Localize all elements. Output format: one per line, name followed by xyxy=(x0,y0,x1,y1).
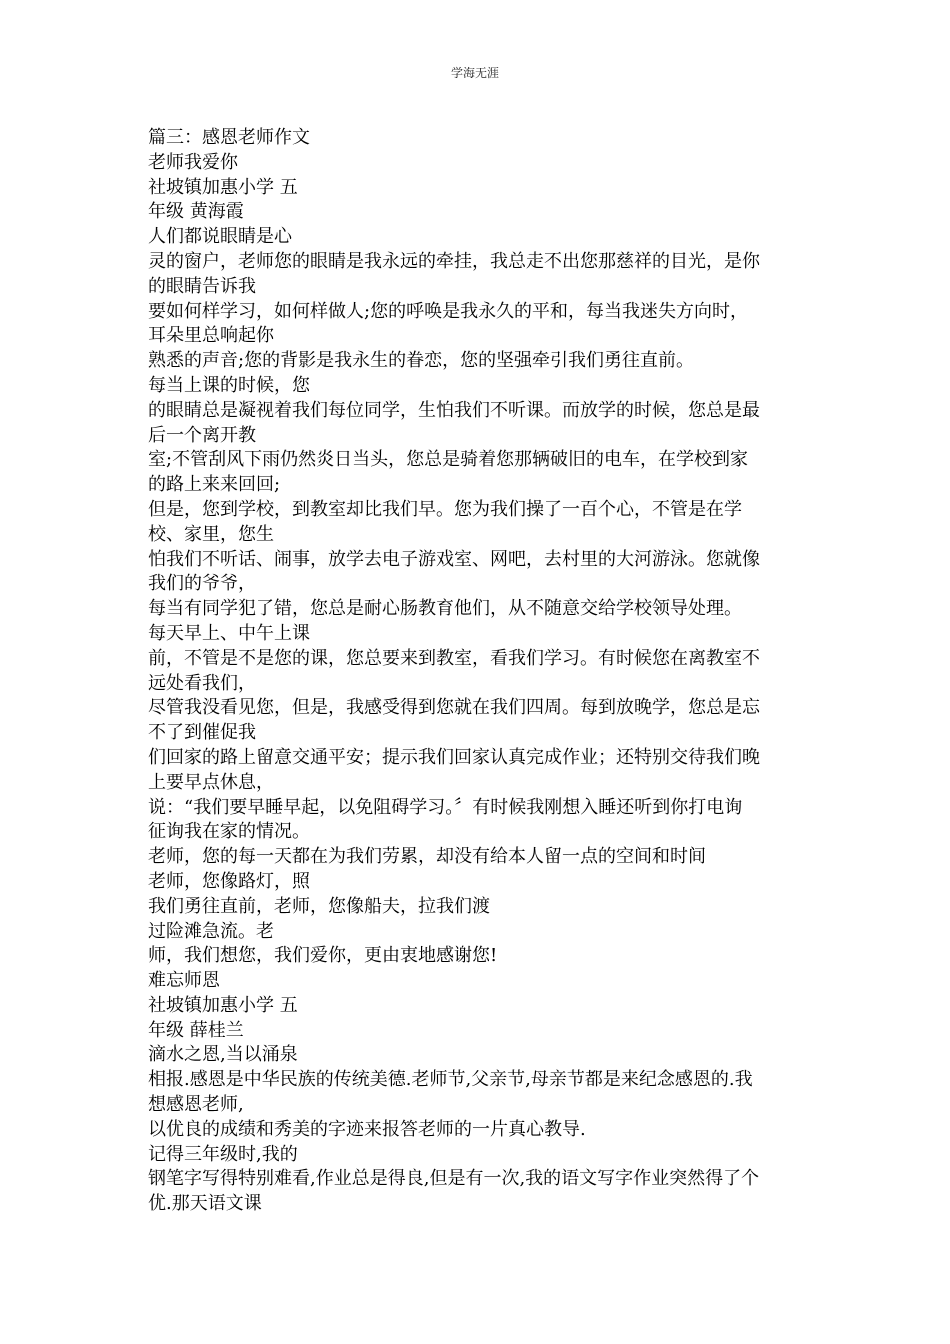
text-line: 社坡镇加惠小学 五 xyxy=(148,994,298,1016)
text-line: 过险滩急流。老 xyxy=(148,920,274,942)
text-line: 每当有同学犯了错，您总是耐心肠教育他们，从不随意交给学校领导处理。 xyxy=(148,598,742,620)
text-line: 室;不管刮风下雨仍然炎日当头，您总是骑着您那辆破旧的电车，在学校到家 xyxy=(148,449,749,471)
text-line: 人们都说眼睛是心 xyxy=(148,226,292,248)
essay-body xyxy=(148,126,808,1217)
text-line: 老师，您的每一天都在为我们劳累，却没有给本人留一点的空间和时间 xyxy=(148,846,706,868)
text-line: 记得三年级时,我的 xyxy=(148,1143,298,1165)
text-line: 以优良的成绩和秀美的字迹来报答老师的一片真心教导. xyxy=(148,1118,586,1140)
text-line: 优.那天语文课 xyxy=(148,1193,262,1215)
text-line: 怕我们不听话、闹事，放学去电子游戏室、网吧，去村里的大河游泳。您就像 xyxy=(148,548,760,570)
text-line: 想感恩老师, xyxy=(148,1094,244,1116)
text-line: 年级 薛桂兰 xyxy=(148,1019,244,1041)
text-line: 我们勇往直前，老师，您像船夫，拉我们渡 xyxy=(148,895,490,917)
text-line: 上要早点休息， xyxy=(148,771,274,793)
text-line: 年级 黄海霞 xyxy=(148,201,244,223)
text-line: 不了到催促我 xyxy=(148,722,256,744)
text-line: 难忘师恩 xyxy=(148,970,220,992)
text-line: 灵的窗户，老师您的眼睛是我永远的牵挂，我总走不出您那慈祥的目光，是你 xyxy=(148,250,760,272)
text-line: 熟悉的声音;您的背影是我永生的眷恋，您的坚强牵引我们勇往直前。 xyxy=(148,350,695,372)
text-line: 老师，您像路灯，照 xyxy=(148,870,310,892)
text-line: 的路上来来回回; xyxy=(148,474,281,496)
text-line: 老师我爱你 xyxy=(148,151,238,173)
text-line: 篇三：感恩老师作文 xyxy=(148,127,310,148)
text-line: 远处看我们， xyxy=(148,672,256,694)
text-line: 们回家的路上留意交通平安；提示我们回家认真完成作业；还特别交待我们晚 xyxy=(148,746,760,768)
text-line: 相报.感恩是中华民族的传统美德.老师节,父亲节,母亲节都是来纪念感恩的.我 xyxy=(148,1069,753,1091)
text-line: 但是，您到学校，到教室却比我们早。您为我们操了一百个心，不管是在学 xyxy=(148,498,742,520)
text-line: 前，不管是不是您的课，您总要来到教室，看我们学习。有时候您在离教室不 xyxy=(148,647,760,669)
text-line: 师，我们想您，我们爱你，更由衷地感谢您! xyxy=(148,945,498,967)
text-line: 征询我在家的情况。 xyxy=(148,821,310,843)
text-line: 每天早上、中午上课 xyxy=(148,622,310,644)
text-line: 钢笔字写得特别难看,作业总是得良,但是有一次,我的语文写字作业突然得了个 xyxy=(148,1168,760,1190)
text-line: 说：“我们要早睡早起，以免阻碍学习。〞有时候我刚想入睡还听到你打电询 xyxy=(148,796,743,818)
text-line: 每当上课的时候，您 xyxy=(148,374,310,396)
text-line: 耳朵里总响起你 xyxy=(148,325,274,347)
text-line: 的眼睛总是凝视着我们每位同学，生怕我们不听课。而放学的时候，您总是最 xyxy=(148,399,760,421)
text-line: 社坡镇加惠小学 五 xyxy=(148,176,298,198)
text-line: 滴水之恩,当以涌泉 xyxy=(148,1044,298,1066)
text-line: 要如何样学习，如何样做人;您的呼唤是我永久的平和，每当我迷失方向时， xyxy=(148,300,749,322)
text-line: 后一个离开教 xyxy=(148,424,256,446)
page-header: 学海无涯 xyxy=(450,66,499,80)
text-line: 我们的爷爷， xyxy=(148,573,256,595)
text-line: 尽管我没看见您，但是，我感受得到您就在我们四周。每到放晚学，您总是忘 xyxy=(148,697,760,719)
text-line: 校、家里，您生 xyxy=(148,523,274,545)
text-line: 的眼睛告诉我 xyxy=(148,275,256,297)
